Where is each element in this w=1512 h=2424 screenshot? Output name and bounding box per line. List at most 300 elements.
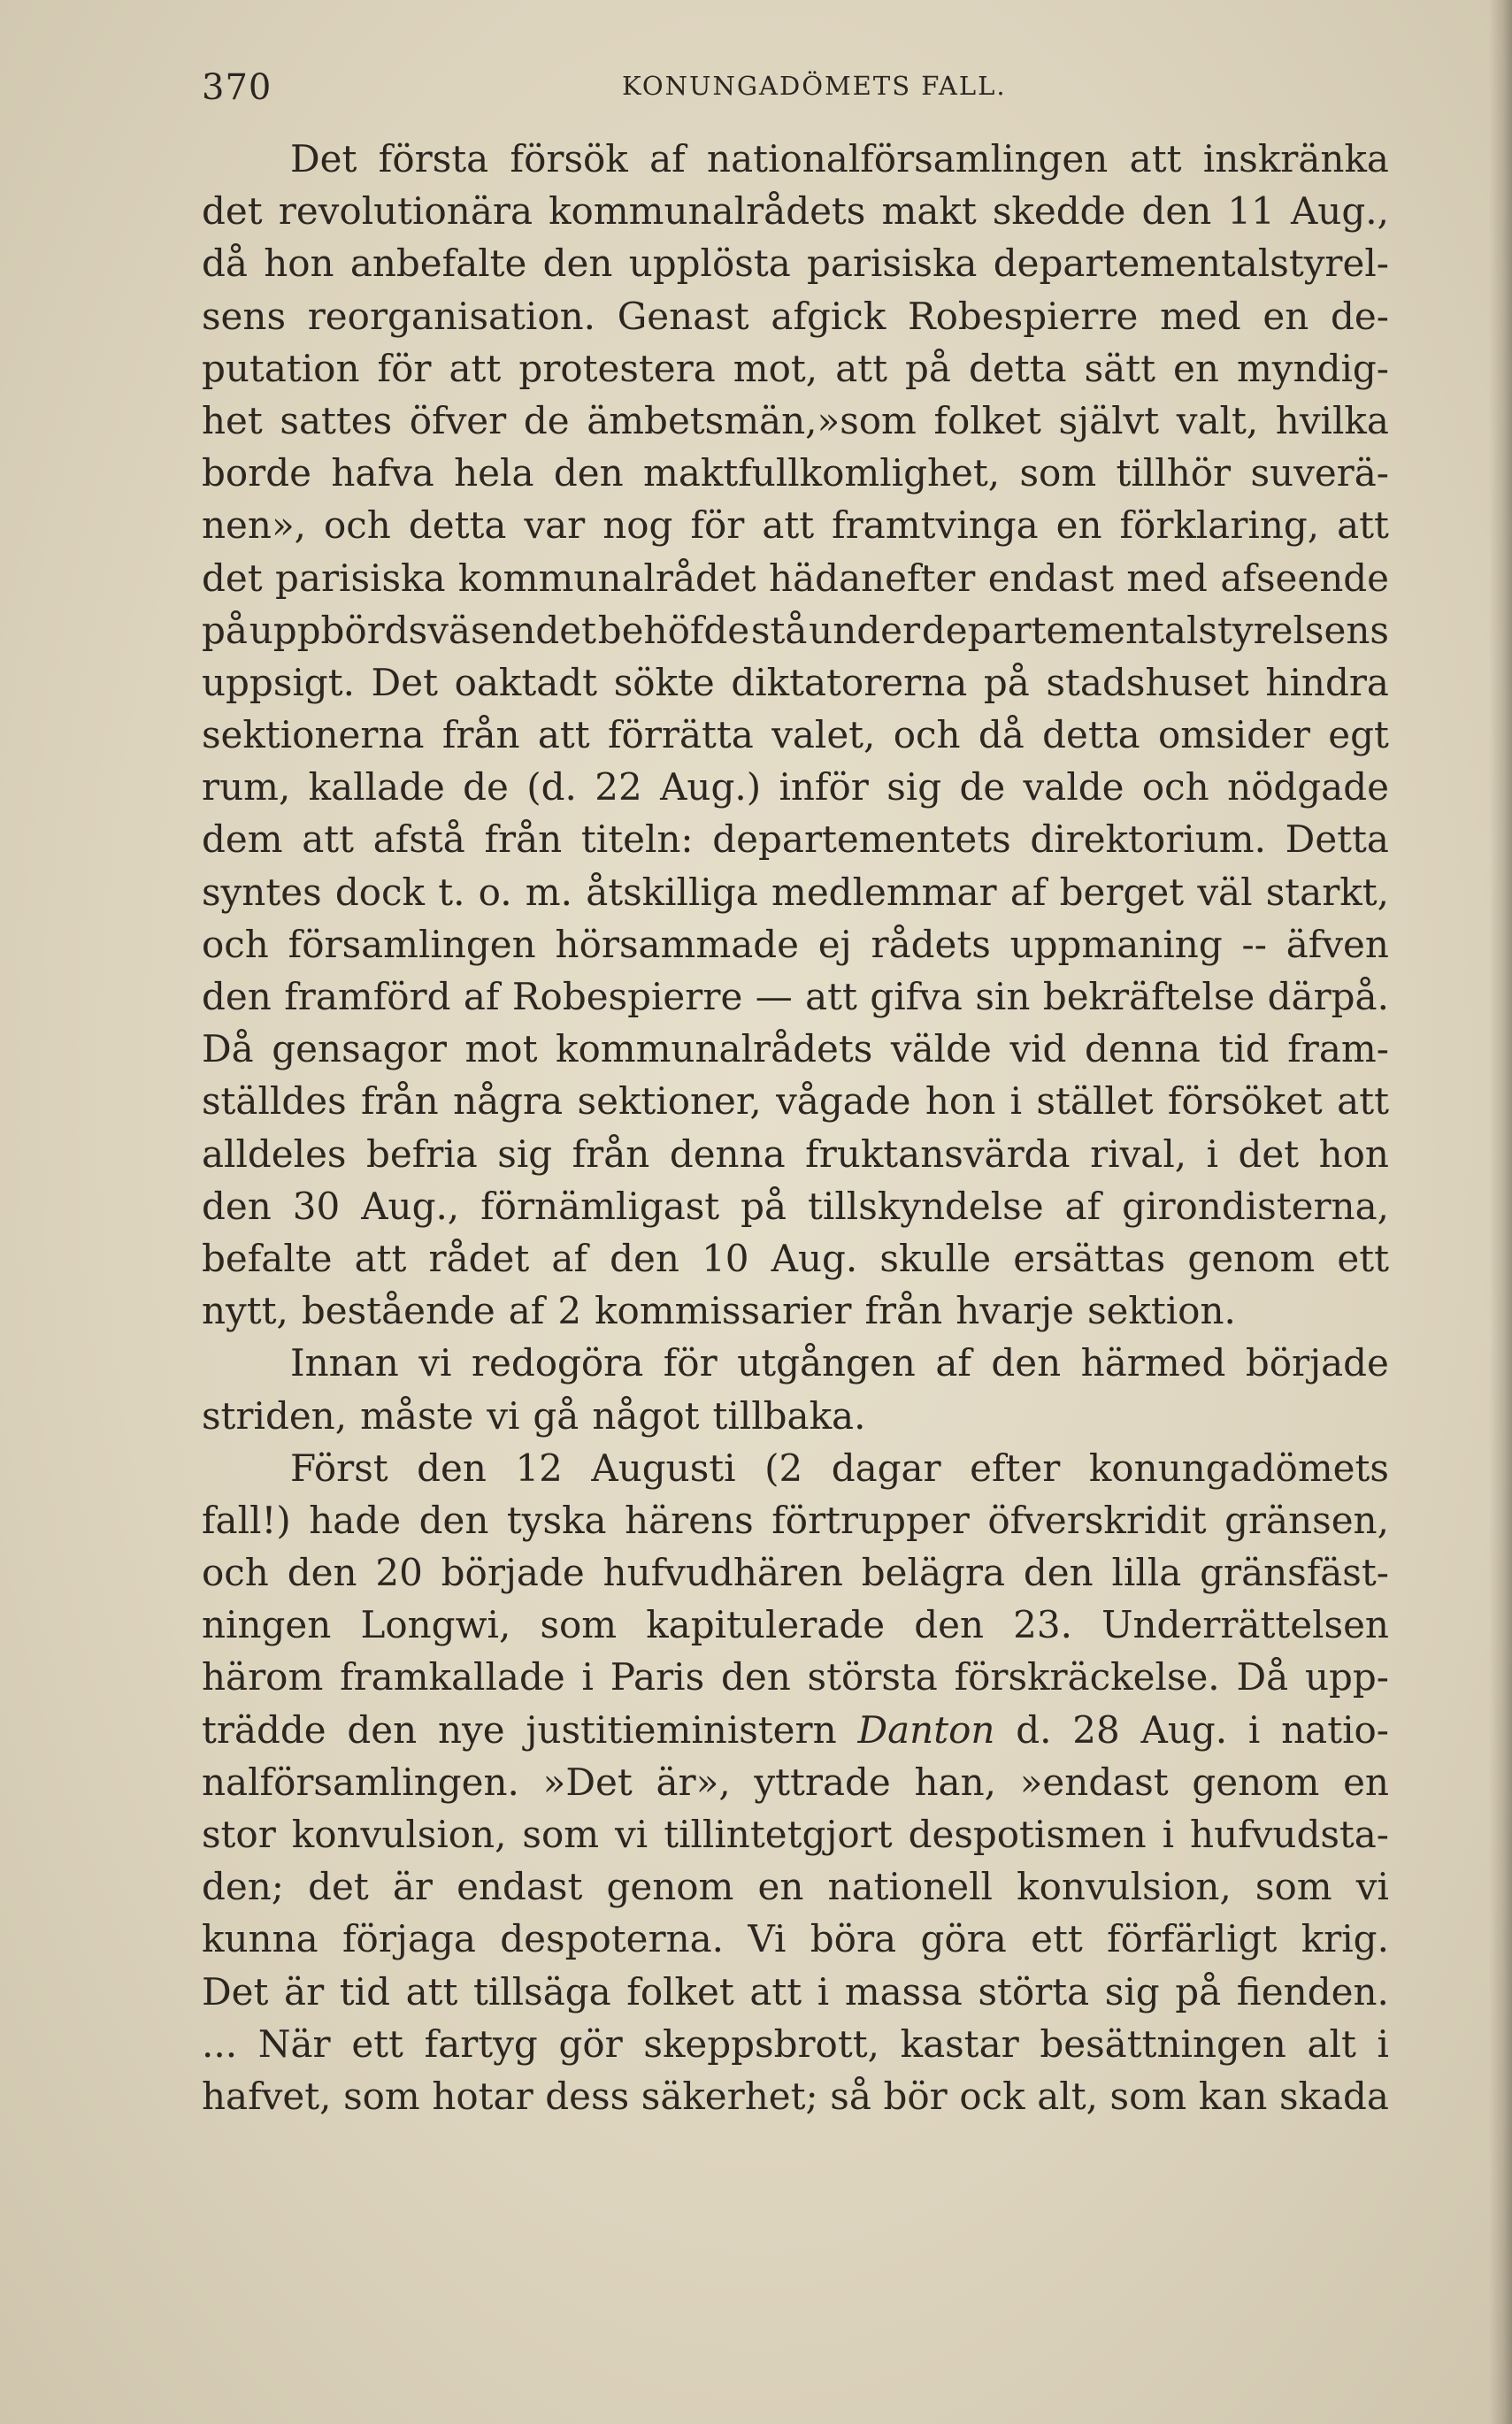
text-line: [202, 1704, 1389, 1756]
word: skulle: [879, 1236, 992, 1280]
word: en: [1263, 294, 1309, 338]
text-line: [202, 1756, 1389, 1808]
word: starkt,: [1265, 870, 1389, 914]
word: direktorium.: [1030, 817, 1266, 862]
word: sig: [886, 765, 942, 809]
word: tillintetgjort: [664, 1813, 893, 1856]
word: så: [830, 2074, 871, 2118]
word: hela: [454, 451, 534, 495]
word: hädanefter: [769, 556, 976, 600]
word: sig: [497, 1131, 553, 1176]
word: hvilka: [1275, 398, 1389, 442]
page-number: 370: [202, 67, 272, 108]
word: nationell: [827, 1865, 993, 1909]
word: suverä-: [1250, 451, 1389, 495]
word: Det: [371, 660, 438, 704]
word: böra: [810, 1917, 897, 1961]
word: ett: [1337, 1236, 1389, 1280]
word: och: [202, 922, 269, 966]
word: ersättas: [1013, 1236, 1166, 1280]
word: ställdes: [202, 1079, 347, 1124]
word: af: [1009, 870, 1047, 914]
word: de: [959, 765, 1006, 809]
word: den: [720, 1655, 791, 1699]
word: självt: [1058, 398, 1160, 442]
word: valt,: [1176, 398, 1259, 442]
word: hade: [309, 1498, 402, 1542]
word: fall!): [202, 1498, 291, 1542]
word: Aug.,: [1290, 189, 1389, 234]
word: Aug.,: [361, 1184, 460, 1228]
word: ningen: [202, 1603, 332, 1647]
word: besättningen: [1040, 2021, 1286, 2066]
word: kommissarier: [595, 1289, 852, 1333]
word: med: [1160, 294, 1241, 338]
word: försök: [510, 137, 628, 180]
word: en: [1173, 346, 1219, 390]
word: striden,: [202, 1393, 348, 1438]
word: detta: [408, 503, 507, 548]
word: hon: [1318, 1131, 1389, 1176]
word: egt: [1328, 713, 1389, 757]
word: 2: [557, 1289, 582, 1333]
word: det: [1238, 1131, 1300, 1176]
text-line: [202, 604, 1389, 656]
word: kommunalrådets: [556, 1027, 873, 1071]
word: förnämligast: [480, 1184, 720, 1228]
text-line: [202, 1023, 1389, 1075]
word: borde: [202, 451, 311, 495]
word: i: [817, 1969, 830, 2014]
word: hafvet,: [202, 2074, 332, 2118]
word: som: [1109, 2074, 1187, 2118]
word: belägra: [861, 1551, 1005, 1595]
word: yttrade: [754, 1760, 891, 1804]
word: den: [914, 1603, 985, 1647]
word: denna: [669, 1131, 786, 1176]
word: nationalförsamlingen: [707, 137, 1109, 180]
word: för: [377, 346, 432, 390]
word: för: [690, 503, 745, 548]
word: han,: [914, 1760, 996, 1804]
word: nen»,: [202, 503, 307, 548]
word: de: [523, 398, 570, 442]
word: parisiska: [806, 242, 978, 286]
word: d.: [1016, 1707, 1052, 1752]
word: fruktansvärda: [805, 1131, 1071, 1176]
word: den;: [202, 1865, 284, 1909]
word: att: [537, 713, 590, 757]
text-line: [202, 499, 1389, 551]
word: kommunalrådets: [549, 189, 866, 234]
word: Paris: [610, 1655, 705, 1699]
word: parisiska: [275, 556, 446, 600]
word: hufvudsta-: [1190, 1813, 1389, 1856]
word: tillskyndelse: [808, 1184, 1044, 1228]
word: diktatorerna: [731, 660, 968, 704]
word: kastar: [900, 2021, 1019, 2066]
word: syntes: [202, 870, 322, 914]
word: rum,: [202, 765, 291, 809]
word: behöfde: [597, 608, 750, 652]
word: afseende: [1220, 556, 1389, 600]
word: den: [610, 1236, 679, 1280]
word: sattes: [280, 398, 393, 442]
word: Vi: [748, 1917, 787, 1961]
word: sökte: [613, 660, 715, 704]
word: förskräckelse.: [954, 1655, 1220, 1699]
word: den: [553, 451, 624, 495]
word: den: [287, 1551, 357, 1595]
word: den: [542, 242, 613, 286]
word: gifva: [870, 975, 963, 1018]
word: med: [1126, 556, 1208, 600]
word: det: [308, 1865, 369, 1909]
word: vi: [418, 1341, 452, 1385]
word: bör: [883, 2074, 948, 2118]
word: stadshuset: [1046, 660, 1249, 704]
text-line: [202, 866, 1389, 918]
word: rådet: [428, 1236, 530, 1280]
word: —: [755, 975, 793, 1018]
word: Först: [290, 1446, 388, 1490]
word: de-: [1331, 294, 1389, 338]
word: ett: [351, 2021, 403, 2066]
word: sektioner,: [577, 1079, 762, 1124]
word: i: [1009, 1079, 1023, 1124]
word: lilla: [1111, 1551, 1182, 1595]
word: i: [1206, 1131, 1219, 1176]
word: ej: [817, 922, 852, 966]
word: nog: [602, 503, 673, 548]
word: departementets: [712, 817, 1011, 862]
word: från: [864, 1289, 943, 1333]
text-line: [202, 1808, 1389, 1860]
word: är: [392, 1865, 433, 1909]
word: att: [302, 817, 355, 862]
word: är: [284, 1969, 325, 2014]
word: kunna: [202, 1917, 319, 1961]
word: dem: [202, 817, 283, 862]
word: på: [741, 1184, 787, 1228]
word: despotismen: [908, 1813, 1147, 1856]
word: hufvudhären: [602, 1551, 843, 1595]
word: af: [935, 1341, 971, 1385]
word: uppmaning: [1009, 922, 1223, 966]
word: Då: [202, 1027, 254, 1071]
word: försöket: [1167, 1079, 1323, 1124]
word: (d.: [526, 765, 577, 809]
word: bestående: [301, 1289, 495, 1333]
word: Detta: [1285, 817, 1389, 862]
word: inför: [779, 765, 869, 809]
word: konvulsion,: [1017, 1865, 1232, 1909]
word: sektion.: [1087, 1289, 1236, 1333]
word: en: [1055, 503, 1102, 548]
word: genom: [1192, 1760, 1320, 1804]
text-line: [202, 1390, 1389, 1442]
word: massa: [844, 1969, 963, 2014]
word: sin: [975, 975, 1031, 1018]
word: folket: [933, 398, 1041, 442]
word: att: [762, 503, 815, 548]
word: »endast: [1019, 1760, 1169, 1804]
word: befalte: [202, 1236, 333, 1280]
text-line: [202, 2070, 1389, 2122]
word: framtvinga: [832, 503, 1039, 548]
word: och: [202, 1551, 269, 1595]
word: denna: [1085, 1027, 1201, 1071]
word: despoterna.: [500, 1917, 725, 1961]
word: t.: [438, 870, 465, 914]
word: hörsammade: [555, 922, 799, 966]
page-binding-shadow: [1489, 0, 1512, 2424]
word: trädde: [202, 1707, 326, 1752]
word: öfver: [409, 398, 507, 442]
text-line: [202, 813, 1389, 865]
word: det: [202, 189, 263, 234]
word: bekräftelse: [1042, 975, 1255, 1018]
word: hotar: [432, 2074, 533, 2118]
word: vi: [615, 1813, 649, 1856]
word: Genast: [617, 294, 749, 338]
word: Det: [290, 137, 357, 180]
word: sätt: [1084, 346, 1155, 390]
word: alt: [1307, 2021, 1356, 2066]
word: den: [417, 1446, 487, 1490]
word: störta: [978, 1969, 1090, 2014]
word: att: [749, 1969, 802, 2014]
word: justitieministern: [526, 1707, 837, 1752]
word: 30: [292, 1184, 341, 1228]
word: af: [649, 137, 686, 180]
text-line: [202, 918, 1389, 970]
word: äfven: [1286, 922, 1389, 966]
word: 23.: [1013, 1603, 1072, 1647]
word: Robespierre: [908, 294, 1139, 338]
word: makt: [881, 189, 977, 234]
body-text: [202, 133, 1389, 2122]
text-line: [202, 1232, 1389, 1285]
word: gör: [558, 2021, 623, 2066]
word: tid: [339, 1969, 390, 2014]
text-line: [202, 1285, 1389, 1337]
word: att: [1337, 503, 1389, 548]
word: förklaring,: [1119, 503, 1320, 548]
word: församlingen: [288, 922, 536, 966]
word: revolutionära: [278, 189, 533, 234]
text-line: [202, 1599, 1389, 1651]
word: vågade: [776, 1079, 911, 1124]
word: inskränka: [1202, 137, 1389, 180]
word: efter: [970, 1446, 1061, 1490]
word: hon: [264, 242, 334, 286]
word: --: [1241, 922, 1267, 966]
word: kan: [1198, 2074, 1268, 2118]
word: Longwi,: [360, 1603, 511, 1647]
word: 20: [375, 1551, 423, 1595]
word: putation: [202, 346, 360, 390]
word: konvulsion,: [291, 1813, 507, 1856]
word: kommunalrådet: [457, 556, 756, 600]
word: Aug.: [1140, 1707, 1228, 1752]
word: 11: [1227, 189, 1275, 234]
word: Innan: [290, 1341, 399, 1385]
word: af: [1064, 1184, 1101, 1228]
word: tillsäga: [472, 1969, 611, 2014]
word: är»,: [656, 1760, 731, 1804]
text-line: [202, 133, 1389, 185]
word: som: [522, 1813, 600, 1856]
text-line: [202, 2018, 1389, 2070]
word: utgången: [737, 1341, 916, 1385]
word: endast: [987, 556, 1114, 600]
word: gå: [533, 1393, 579, 1438]
word: var: [524, 503, 586, 548]
word: måste: [360, 1393, 474, 1438]
word: några: [453, 1079, 564, 1124]
word: från: [484, 817, 563, 862]
word: härmed: [1080, 1341, 1226, 1385]
word: välde: [890, 1027, 992, 1071]
word: afgick: [771, 294, 886, 338]
word: förfärligt: [1107, 1917, 1278, 1961]
text-line: [202, 1180, 1389, 1232]
word: af: [508, 1289, 545, 1333]
word: o.: [478, 870, 512, 914]
word: ämbetsmän,»som: [587, 398, 917, 442]
word: att: [835, 346, 887, 390]
word: af: [463, 975, 500, 1018]
text-line: [202, 709, 1389, 761]
word: för: [663, 1341, 718, 1385]
word: oaktadt: [454, 660, 598, 704]
text-line: [202, 185, 1389, 237]
word: skada: [1278, 2074, 1389, 2118]
word: berget: [1059, 870, 1185, 914]
word: Augusti: [591, 1446, 736, 1490]
word: Danton: [857, 1707, 995, 1752]
word: het: [202, 398, 263, 442]
word: stå: [750, 608, 808, 652]
text-line: [202, 1337, 1389, 1389]
word: fienden.: [1236, 1969, 1389, 2014]
word: Robespierre: [511, 975, 743, 1018]
word: rådets: [871, 922, 991, 966]
word: att: [1129, 137, 1182, 180]
word: rival,: [1090, 1131, 1187, 1176]
word: på: [983, 660, 1030, 704]
word: som: [540, 1603, 618, 1647]
word: alt,: [1037, 2074, 1098, 2118]
word: af: [551, 1236, 588, 1280]
word: tid: [1218, 1027, 1270, 1071]
word: att: [354, 1236, 407, 1280]
word: dagar: [831, 1446, 941, 1490]
word: m.: [525, 870, 572, 914]
word: omsider: [1158, 713, 1310, 757]
word: tillhör: [1116, 451, 1232, 495]
word: den: [202, 1184, 272, 1228]
text-line: [202, 970, 1389, 1023]
word: från: [361, 1079, 439, 1124]
word: den: [347, 1707, 418, 1752]
word: en: [1343, 1760, 1389, 1804]
word: kallade: [308, 765, 445, 809]
word: hafva: [331, 451, 434, 495]
word: girondisterna,: [1122, 1184, 1389, 1228]
text-line: [202, 1494, 1389, 1546]
text-line: [202, 1860, 1389, 1913]
word: första: [378, 137, 489, 180]
word: på: [1175, 1969, 1222, 2014]
word: och: [893, 713, 961, 757]
word: tyska: [506, 1498, 607, 1542]
word: i: [1377, 2021, 1389, 2066]
word: vi: [487, 1393, 520, 1438]
text-line: [202, 1651, 1389, 1703]
word: folket: [626, 1969, 734, 2014]
word: då: [978, 713, 1025, 757]
text-line: [202, 447, 1389, 499]
word: som: [343, 2074, 420, 2118]
word: började: [441, 1551, 585, 1595]
word: från: [441, 713, 520, 757]
word: Då: [1236, 1655, 1289, 1699]
word: öfverskridit: [987, 1498, 1207, 1542]
word: detta: [969, 346, 1067, 390]
word: att: [1337, 1079, 1389, 1124]
word: (2: [764, 1446, 803, 1490]
word: titeln:: [580, 817, 694, 862]
word: skedde: [992, 189, 1126, 234]
word: att: [805, 975, 857, 1018]
word: nalförsamlingen.: [202, 1760, 519, 1804]
word: förtrupper: [771, 1498, 970, 1542]
text-line: [202, 656, 1389, 709]
text-line: [202, 1442, 1389, 1494]
word: 28: [1072, 1707, 1120, 1752]
word: uppbördsväsendet: [249, 608, 597, 652]
word: den: [202, 975, 272, 1018]
word: vi: [1355, 1865, 1389, 1909]
word: från: [572, 1131, 650, 1176]
word: och: [1141, 765, 1209, 809]
text-line: [202, 1913, 1389, 1965]
text-line: [202, 1966, 1389, 2018]
text-line: [202, 1075, 1389, 1127]
text-line: [202, 395, 1389, 447]
word: i: [581, 1655, 594, 1699]
word: ...: [202, 2021, 238, 2066]
word: den: [1023, 1551, 1094, 1595]
word: Aug.): [660, 765, 762, 809]
word: nödgade: [1227, 765, 1389, 809]
word: nye: [437, 1707, 505, 1752]
word: myndig-: [1236, 346, 1389, 390]
word: valde: [1023, 765, 1124, 809]
word: hvarje: [956, 1289, 1074, 1333]
word: afstå: [372, 817, 465, 862]
word: genom: [606, 1865, 734, 1909]
word: den: [418, 1498, 489, 1542]
word: som: [1019, 451, 1097, 495]
word: då: [202, 242, 248, 286]
word: uppsigt.: [202, 660, 355, 704]
word: anbefalte: [349, 242, 527, 286]
word: maktfullkomlighet,: [643, 451, 1001, 495]
word: göra: [920, 1917, 1007, 1961]
